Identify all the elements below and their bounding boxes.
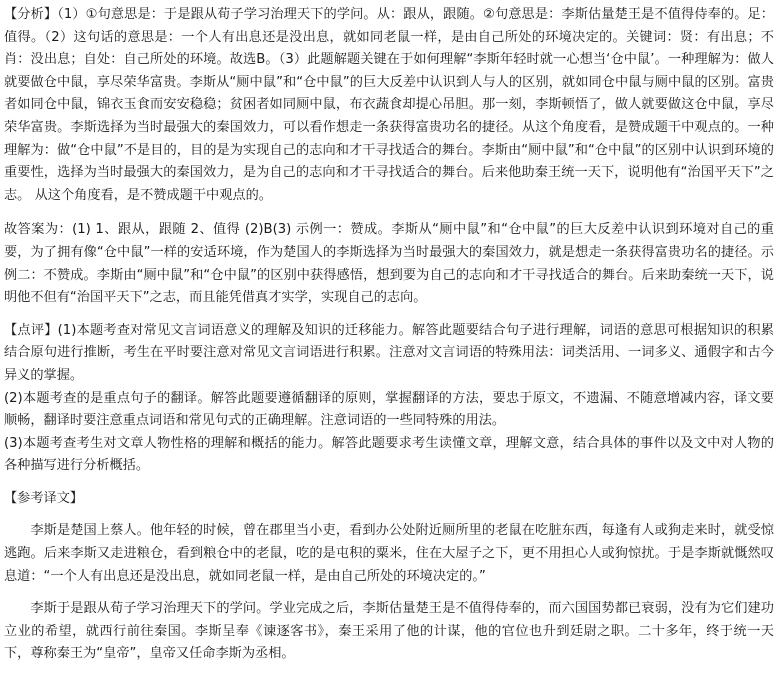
spacer bbox=[4, 310, 774, 320]
answer-paragraph: 故答案为：(1) 1、跟从，跟随 2、值得 (2)B(3) 示例一：赞成。李斯从“厕中鼠”和“仓中鼠”的巨大反差中认识到环境对自己的重要，为了拥有像“仓中鼠”一样的安适环境，作为楚国人的李斯选择为当时最强大的秦国效力，就是想走一条获得富贵功名的捷径。示例二：不赞成。李斯由“厕中鼠”和“仓中鼠”的区别中获得感悟，想到要为自己的志向和才干寻找适合的舞台。后来助秦统一天下，说明他不但有“治国平天下”之志，而且能凭借真才实学，实现自己的志向。 bbox=[4, 222, 774, 306]
analysis-paragraph: 【分析】（1）①句意思是：于是跟从荀子学习治理天下的学问。从：跟从，跟随。②句意思是：李斯估量楚王是不值得侍奉的。足：值得。（2）这句话的意思是：一个人有出息还是没出息，就如同老鼠一样，是由自己所处的环境决定的。关键词：贤：有出息；不肖：没出息；自处：自己所处的环境。故选B。（3）此题解题关键在于如何理解“李斯年轻时就一心想当‘仓中鼠’。一种理解为：做人就要做仓中鼠，享尽荣华富贵。李斯从“厕中鼠”和“仓中鼠”的巨大反差中认识到人与人的区别，就如同仓中鼠与厕中鼠的区别。富贵者如同仓中鼠，锦衣玉食而安安稳稳；贫困者如同厕中鼠，布衣蔬食却提心吊胆。那一刻，李斯顿悟了，做人就要做这仓中鼠，享尽荣华富贵。李斯选择为当时最强大的秦国效力，可以看作想走一条获得富贵功名的捷径。从这个角度看，是赞成题干中观点的。一种理解为：做“仓中鼠”不是目的，目的是为实现自己的志向和才干寻找适合的舞台。李斯由“厕中鼠”和“仓中鼠”的区别中认识到环境的重要性，选择为当时最强大的秦国效力，是为自己的志向和才干寻找适合的舞台。后来他助秦王统一天下，说明他有“治国平天下”之志。 从这个角度看，是不赞成题干中观点的。 bbox=[4, 7, 774, 203]
translation-paragraph-1: 李斯是楚国上蔡人。他年轻的时候，曾在郡里当小吏，看到办公处附近厕所里的老鼠在吃脏东西，每逢有人或狗走来时，就受惊逃跑。后来李斯又走进粮仓，看到粮仓中的老鼠，吃的是屯积的粟米，住在大屋子之下，更不用担心人或狗惊扰。于是李斯就慨然叹息道：“一个人有出息还是没出息，就如同老鼠一样，是由自己所处的环境决定的。” bbox=[4, 523, 774, 584]
comment-paragraph-3: (3)本题考查考生对文章人物性格的理解和概括的能力。解答此题要求考生读懂文章，理解文意，结合具体的事件以及文中对人物的各种描写进行分析概括。 bbox=[4, 435, 774, 474]
comment-paragraph-2: (2)本题考查的是重点句子的翻译。解答此题要遵循翻译的原则，掌握翻译的方法，要忠于原文，不遗漏、不随意增减内容，译文要顺畅，翻译时要注意重点词语和常见句式的正确理解。注意词语的一些同特殊的用法。 bbox=[4, 390, 774, 429]
spacer bbox=[4, 207, 774, 219]
spacer bbox=[4, 478, 774, 488]
spacer bbox=[4, 510, 774, 520]
translation-paragraph-2: 李斯于是跟从荀子学习治理天下的学问。学业完成之后，李斯估量楚王是不值得侍奉的，而六国国势都已衰弱，没有为它们建功立业的希望，就西行前往秦国。李斯呈奉《谏逐客书》，秦王采用了他的计谋，他的官位也升到廷尉之职。二十多年，终于统一天下，尊称秦王为“皇帝”，皇帝又任命李斯为丞相。 bbox=[4, 601, 774, 662]
comment-paragraph-1: 【点评】(1)本题考查对常见文言词语意义的理解及知识的迁移能力。解答此题要结合句子进行理解，词语的意思可根据知识的积累结合原句进行推断，考生在平时要注意对常见文言词语进行积累。注意对文言词语的特殊用法：词类活用、一词多义、通假字和古今异义的掌握。 bbox=[4, 322, 774, 383]
translation-heading: 【参考译文】 bbox=[4, 490, 84, 506]
spacer bbox=[4, 588, 774, 598]
